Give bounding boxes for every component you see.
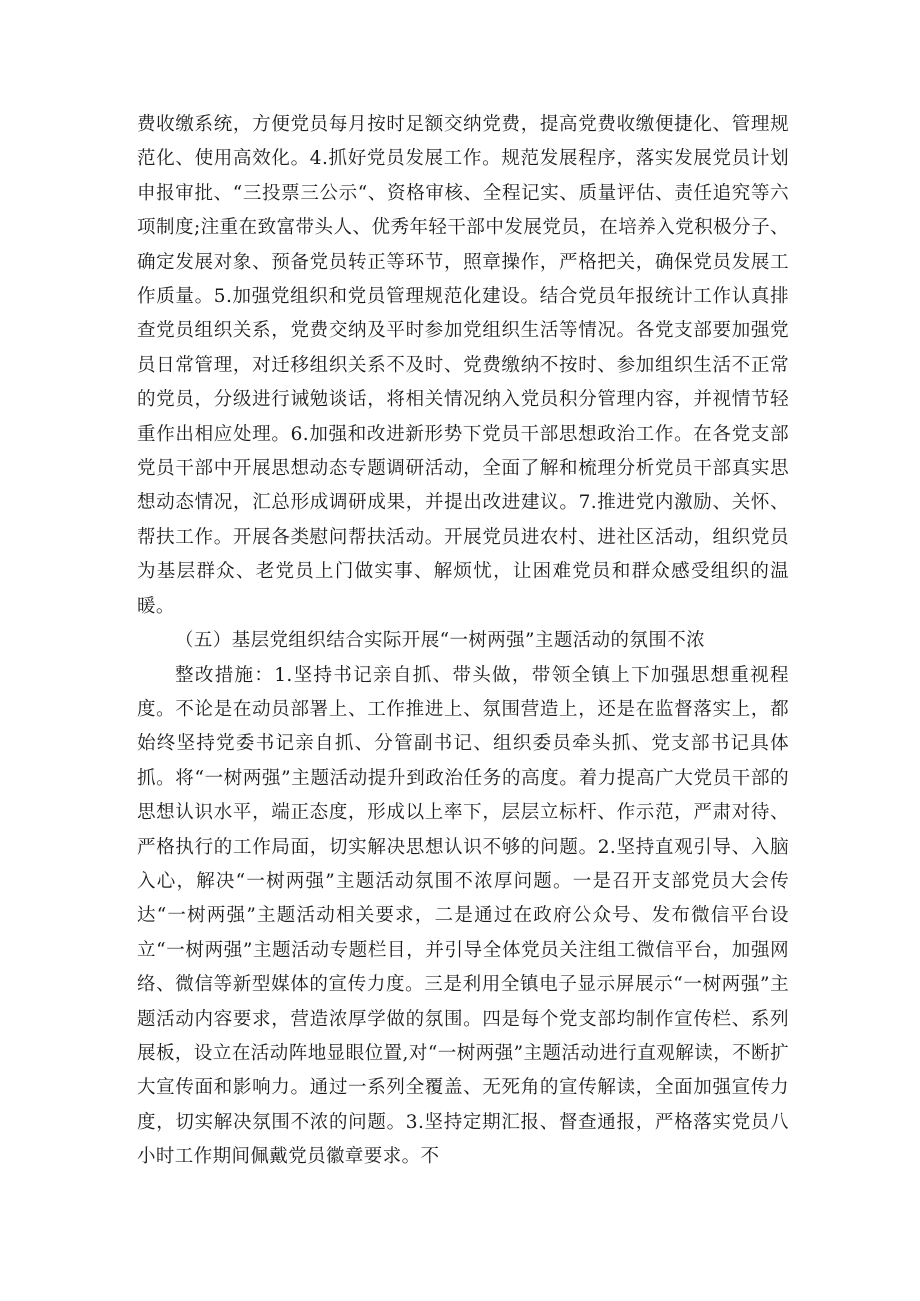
- document-page: [137, 108, 789, 1175]
- section-heading: （五）基层党组织结合实际开展“一树两强”主题活动的氛围不浓: [175, 630, 706, 652]
- body-paragraph-continued: 费收缴系统，方便党员每月按时足额交纳党费，提高党费收缴便捷化、管理规范化、使用高效化。4.抓好党员发展工作。规范发展程序，落实发展党员计划申报审批、“三投票三公示“、资格审核、全程记实、质量评估、责任追究等六项制度;注重在致富带头人、优秀年轻干部中发展党员，在培养入党积极分子、确定发展对象、预备党员转正等环节，照章操作，严格把关，确保党员发展工作质量。5.加强党组织和党员管理规范化建设。结合党员年报统计工作认真排查党员组织关系，党费交纳及平时参加党组织生活等情况。各党支部要加强党员日常管理，对迁移组织关系不及时、党费缴纳不按时、参加组织生活不正常的党员，分级进行诫勉谈话，将相关情况纳入党员积分管理内容，并视情节轻重作出相应处理。6.加强和改进新形势下党员干部思想政治工作。在各党支部党员干部中开展思想动态专题调研活动，全面了解和梳理分析党员干部真实思想动态情况，汇总形成调研成果，并提出改进建议。7.推进党内激励、关怀、帮扶工作。开展各类慰问帮扶活动。开展党员进农村、进社区活动，组织党员为基层群众、老党员上门做实事、解烦忧，让困难党员和群众感受组织的温暖。: [137, 114, 789, 617]
- body-paragraph-measures: 整改措施：1.坚持书记亲自抓、带头做，带领全镇上下加强思想重视程度。不论是在动员部署上、工作推进上、氛围营造上，还是在监督落实上，都始终坚持党委书记亲自抓、分管副书记、组织委员牵头抓、党支部书记具体抓。将“一树两强”主题活动提升到政治任务的高度。着力提高广大党员干部的思想认识水平，端正态度，形成以上率下，层层立标杆、作示范，严肃对待、严格执行的工作局面，切实解决思想认识不够的问题。2.坚持直观引导、入脑入心，解决“一树两强”主题活动氛围不浓厚问题。一是召开支部党员大会传达“一树两强”主题活动相关要求，二是通过在政府公众号、发布微信平台设立“一树两强”主题活动专题栏目，并引导全体党员关注组工微信平台，加强网络、微信等新型媒体的宣传力度。三是利用全镇电子显示屏展示“一树两强”主题活动内容要求，营造浓厚学做的氛围。四是每个党支部均制作宣传栏、系列展板，设立在活动阵地显眼位置,对“一树两强”主题活动进行直观解读，不断扩大宣传面和影响力。通过一系列全覆盖、无死角的宣传解读，全面加强宣传力度，切实解决氛围不浓的问题。3.坚持定期汇报、督查通报，严格落实党员八小时工作期间佩戴党员徽章要求。不: [137, 664, 789, 1168]
